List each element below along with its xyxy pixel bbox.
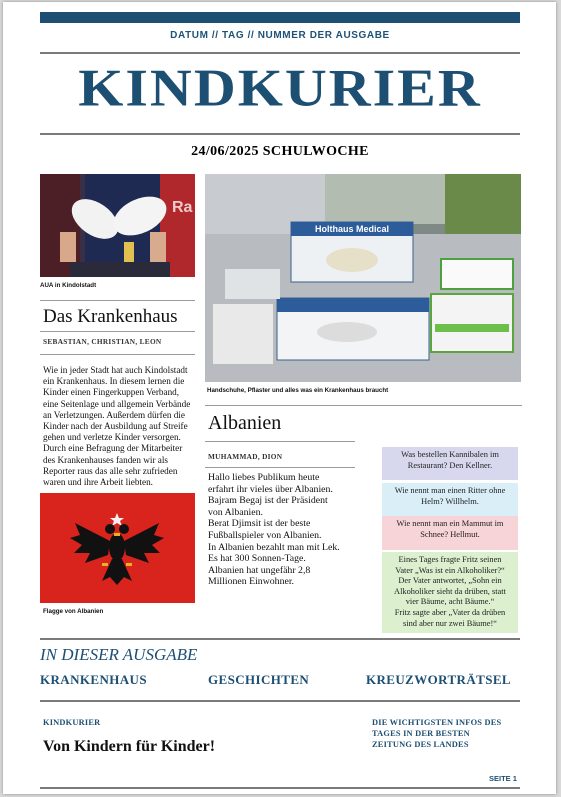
issue-item-geschichten: GESCHICHTEN	[208, 672, 310, 687]
body-line: erfahrt ihr vieles über Albanien.	[208, 483, 333, 495]
joke-line: sind aber nur zwei Bäume!“	[403, 618, 497, 628]
joke-line: Eines Tages fragte Fritz seinen	[398, 555, 502, 564]
body-line: waren und ihre Arbeit liebten.	[43, 477, 153, 488]
body-line: Durch eine Befragung der Mitarbeiter	[43, 443, 183, 454]
box-brand-text: Holthaus Medical	[314, 224, 390, 234]
issue-rule-bottom	[40, 700, 520, 702]
body-line: Kinder nach der Ausbildung auf Streife	[43, 421, 188, 432]
joke-line: Vater „Was ist ein Alkoholiker?“	[395, 565, 505, 575]
joke-line: Fritz sagte aber „Vater da drüben	[394, 607, 506, 617]
issue-item-kreuzwortraetsel: KREUZWORTRÄTSEL	[366, 672, 511, 687]
body-line: In Albanien bezahlt man mit Lek.	[208, 541, 340, 553]
krankenhaus-rule-mid	[40, 331, 195, 332]
body-line: eine Seitenlage und allgemein Verbände	[43, 398, 191, 409]
edition-date: 24/06/2025 SCHULWOCHE	[191, 144, 369, 159]
joke-box	[382, 552, 518, 633]
joke-line: Schnee? Hellmut.	[420, 529, 480, 539]
joke-line: Wie nennt man ein Mammut im	[396, 519, 504, 528]
header-meta: DATUM // TAG // NUMMER DER AUSGABE	[170, 30, 390, 41]
body-line: Wie in jeder Stadt hat auch Kindolstadt	[43, 365, 188, 375]
body-line: Fußballspieler von Albanien.	[208, 529, 322, 541]
body-line: des Krankenhauses fanden wir als	[43, 454, 169, 465]
photo2-caption: Handschuhe, Pflaster und alles was ein Krankenhaus braucht	[207, 387, 389, 394]
krankenhaus-rule-bottom	[40, 354, 195, 355]
issue-item-krankenhaus: KRANKENHAUS	[40, 672, 147, 687]
photo-medical-supplies	[205, 174, 521, 382]
body-line: Millionen Einwohner.	[208, 576, 294, 588]
photo-bandaged-arms	[40, 174, 195, 277]
header-rule-top	[40, 52, 520, 54]
albanien-title: Albanien	[208, 412, 282, 434]
body-line: gehen und verletze Kinder versorgen.	[43, 432, 181, 443]
joke-line: vier Bäume, acht Bäume.“	[405, 597, 495, 607]
joke-line: Der Vater antwortet, „Sohn ein	[398, 576, 502, 586]
body-line: an Verletzungen. Außerdem dürfen die	[43, 409, 185, 420]
albanien-byline: MUHAMMAD, DION	[208, 452, 283, 461]
body-line: Berat Djimsit ist der beste	[208, 518, 311, 530]
header-rule-bottom	[40, 133, 520, 135]
krankenhaus-title: Das Krankenhaus	[43, 306, 178, 327]
masthead-title: KINDKURIER	[78, 57, 482, 118]
krankenhaus-byline: SEBASTIAN, CHRISTIAN, LEON	[43, 337, 162, 346]
flag-of-albania	[40, 493, 195, 603]
footer-label: KINDKURIER	[43, 718, 101, 727]
top-color-bar	[40, 12, 520, 23]
body-line: Bajram Begaj ist der Präsident	[208, 495, 328, 507]
issue-rule-top	[40, 638, 520, 640]
tagline-line: ZEITUNG DES LANDES	[372, 740, 469, 749]
flag-caption: Flagge von Albanien	[43, 608, 104, 615]
joke-line: Restaurant? Den Kellner.	[407, 460, 493, 470]
body-line: Kinder einen Fingerkuppen Verband,	[43, 387, 180, 398]
page-number: SEITE 1	[489, 774, 517, 783]
joke-line: Helm? Willhelm.	[421, 496, 479, 506]
joke-line: Alkoholiker sieht da drüben, statt	[394, 586, 506, 596]
photo1-caption: AUA in Kindolstadt	[40, 282, 97, 289]
albanien-rule-top	[205, 405, 522, 406]
body-line: von Albanien.	[208, 506, 263, 518]
body-line: ein Krankenhaus. In diesem lernen die	[43, 376, 185, 387]
footer-rule	[40, 787, 520, 789]
albanien-rule-bottom	[205, 467, 355, 468]
footer-slogan: Von Kindern für Kinder!	[43, 738, 216, 755]
newspaper-page	[3, 2, 556, 794]
body-line: Reporter raus das alle sehr zufrieden	[43, 465, 178, 476]
joke-box	[382, 447, 518, 480]
joke-line: Wie nennt man einen Ritter ohne	[394, 486, 506, 495]
krankenhaus-body	[43, 365, 201, 488]
tagline-line: DIE WICHTIGSTEN INFOS DES	[372, 718, 502, 727]
albanien-body	[208, 472, 378, 588]
joke-box	[382, 483, 518, 516]
joke-box	[382, 516, 518, 550]
tagline-line: TAGES IN DER BESTEN	[372, 729, 470, 738]
footer-tagline	[372, 717, 522, 750]
in-this-issue-title: IN DIESER AUSGABE	[40, 645, 198, 664]
joke-line: Was bestellen Kannibalen im	[401, 450, 499, 459]
body-line: Albanien hat ungefähr 2,8	[208, 564, 311, 576]
body-line: Es hat 300 Sonnen-Tage.	[208, 553, 306, 565]
albanien-rule-mid	[205, 441, 355, 442]
svg-text:Ra: Ra	[172, 199, 193, 216]
body-line: Hallo liebes Publikum heute	[208, 472, 320, 483]
krankenhaus-rule-top	[40, 300, 195, 301]
